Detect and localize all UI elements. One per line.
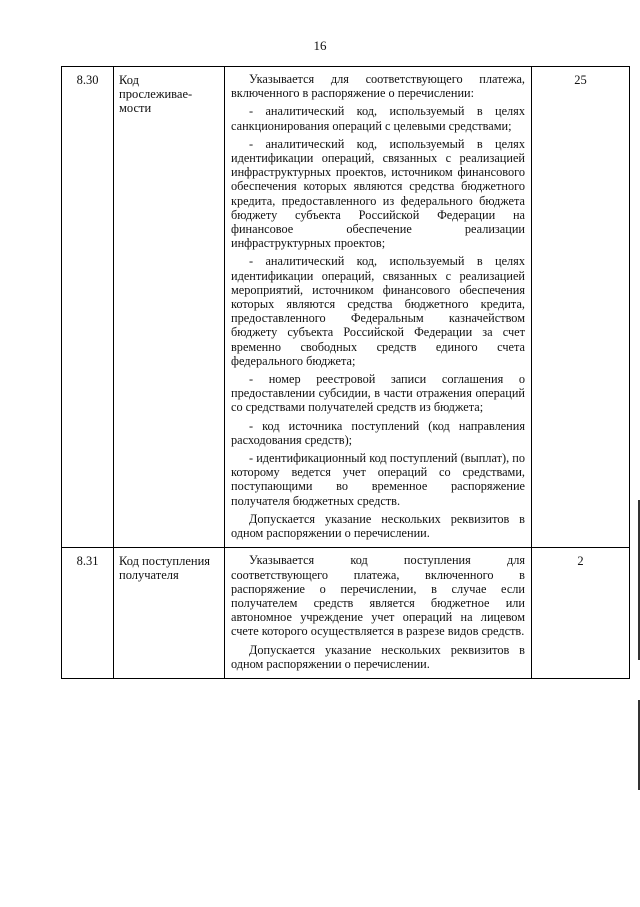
description-paragraph: - аналитический код, используемый в целях санкционирования операций с целевыми средствами; — [231, 104, 525, 133]
description-paragraph: - номер реестровой записи соглашения о предоставлении субсидии, в части отражения операций со средствами получателей средств из бюджета; — [231, 372, 525, 415]
requisites-table — [61, 66, 630, 679]
description-paragraph: Указывается код поступления для соответствующего платежа, включенного в распоряжение о перечислении, в случае если получателем средств является бюджетное или автономное учреждение учет операций на лицевом счете которого осуществляется в разрезе видов средств. — [231, 553, 525, 639]
description-paragraph: Допускается указание нескольких реквизитов в одном распоряжении о перечислении. — [231, 642, 525, 671]
field-description-cell — [225, 67, 532, 548]
description-paragraph: - аналитический код, используемый в целях идентификации операций, связанных с реализацией мероприятий, источником финансового обеспечения которых являются средства бюджетного кредита, предоставленного Федеральным казначейством бюджету субъекта Российской Федерации за счет временно свободных средств единого счета федерального бюджета; — [231, 254, 525, 368]
page-number: 16 — [313, 38, 327, 53]
table-row — [62, 67, 630, 548]
row-number-cell — [62, 548, 114, 679]
field-length: 2 — [577, 554, 584, 569]
field-name-cell — [114, 67, 225, 548]
description-paragraph: Указывается для соответствующего платежа, включенного в распоряжение о перечислении: — [231, 72, 525, 101]
field-description-cell — [225, 548, 532, 679]
description-paragraph: - код источника поступлений (код направления расходования средств); — [231, 418, 525, 447]
row-number: 8.30 — [76, 73, 99, 87]
row-number: 8.31 — [76, 554, 99, 569]
field-length-cell — [532, 67, 630, 548]
description-paragraph: - аналитический код, используемый в целях идентификации операций, связанных с реализацией инфраструктурных проектов, источником финансового обеспечения которых являются средства бюджетного кредита, предоставленного из федерального бюджета бюджету субъекта Российской Федерации на финансовое обеспечение реализации инфраструктурных проектов; — [231, 136, 525, 251]
field-name: Код поступления получателя — [119, 554, 211, 583]
description-paragraph: - идентификационный код поступлений (выплат), по которому ведется учет операций со средствами, поступающими во временное распоряжение получателя бюджетных средств. — [231, 451, 525, 508]
field-name-cell — [114, 548, 225, 679]
field-name: Код прослеживае- мости — [119, 73, 193, 115]
table-row — [62, 548, 630, 679]
field-length-cell — [532, 548, 630, 679]
row-number-cell — [62, 67, 114, 548]
field-length: 25 — [574, 73, 587, 87]
description-paragraph: Допускается указание нескольких реквизитов в одном распоряжении о перечислении. — [231, 511, 525, 541]
